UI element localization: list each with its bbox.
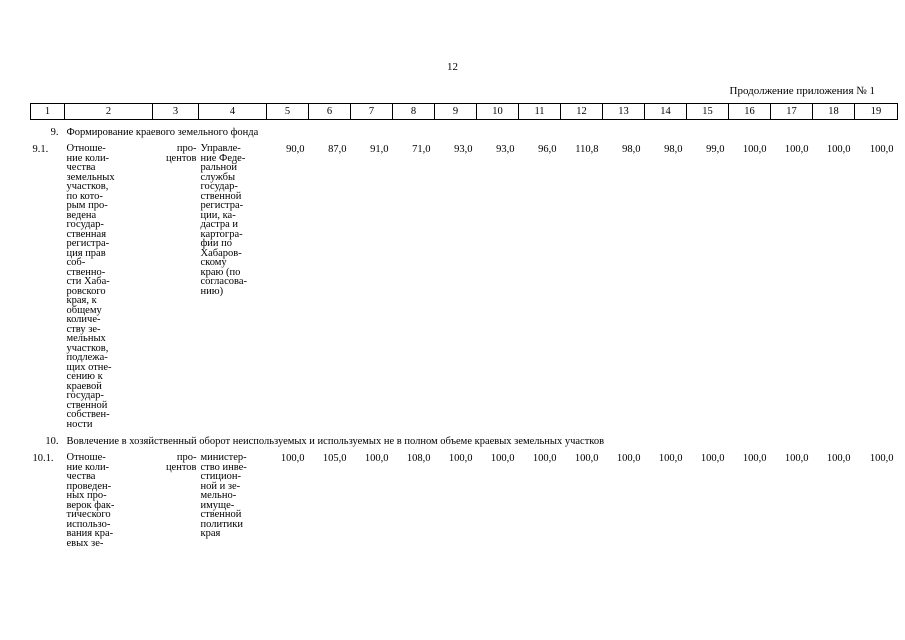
value-cell: 91,0 — [370, 144, 389, 155]
text-line: регистра- — [66, 238, 110, 249]
text-line: подлежа- — [66, 352, 108, 363]
text-line: мельно- — [200, 490, 237, 501]
value-cell: 98,0 — [664, 144, 683, 155]
text-line: тического — [66, 509, 111, 520]
text-line: ственной — [200, 509, 242, 520]
col-header: 10 — [477, 104, 519, 120]
text-line: ственно- — [66, 266, 106, 278]
text-line: Отноше- — [66, 452, 106, 463]
col-header: 12 — [561, 104, 603, 120]
value-cell: 105,0 — [322, 453, 347, 464]
value-cell: 100,0 — [700, 453, 725, 464]
text-line: земельных — [66, 171, 115, 183]
value-cell: 100,0 — [742, 144, 767, 155]
text-line: ции, ка- — [200, 209, 236, 221]
unit-cell — [153, 451, 199, 548]
value-cell: 108,0 — [406, 453, 431, 464]
value-cell: 100,0 — [784, 144, 809, 155]
text-line: евых зе- — [66, 537, 104, 549]
value-cell: 100,0 — [826, 144, 851, 155]
text-line: количе- — [66, 314, 101, 325]
text-line: собствен- — [66, 409, 110, 420]
text-line: чества — [66, 162, 96, 173]
value-cell: 100,0 — [616, 453, 641, 464]
value-cell: 100,0 — [490, 453, 515, 464]
col-header: 17 — [771, 104, 813, 120]
text-line: нию) — [200, 285, 224, 297]
section-title: Формирование краевого земельного фонда — [66, 127, 259, 138]
value-cell: 90,0 — [286, 144, 305, 155]
responsible-cell — [199, 451, 267, 548]
col-header: 7 — [351, 104, 393, 120]
value-cell: 96,0 — [538, 144, 557, 155]
col-header: 15 — [687, 104, 729, 120]
text-line: сти Хаба- — [66, 276, 110, 287]
text-line: политики — [200, 518, 244, 530]
text-line: фии по — [200, 238, 233, 249]
section-header-row — [31, 120, 898, 143]
text-line: использо- — [66, 518, 111, 530]
text-line: ние коли- — [66, 461, 110, 473]
value-cell: 93,0 — [454, 144, 473, 155]
text-line: министер- — [200, 452, 247, 463]
indicator-cell — [65, 451, 153, 548]
value-cell: 93,0 — [496, 144, 515, 155]
text-line: имуще- — [200, 499, 235, 511]
text-line: вания кра- — [66, 528, 114, 539]
text-line: участков, — [66, 181, 109, 192]
text-line: краевой — [66, 380, 102, 392]
col-header: 9 — [435, 104, 477, 120]
text-line: скому — [200, 257, 227, 268]
text-line: чества — [66, 471, 96, 482]
col-header: 3 — [153, 104, 199, 120]
text-line: ству зе- — [66, 323, 101, 335]
value-cell: 100,0 — [742, 453, 767, 464]
table-row — [31, 142, 898, 429]
text-line: Управле- — [200, 143, 241, 154]
text-line: рым про- — [66, 200, 108, 211]
text-line: стицион- — [200, 471, 241, 482]
value-cell: 100,0 — [448, 453, 473, 464]
column-number-row — [31, 104, 898, 120]
col-header: 5 — [267, 104, 309, 120]
text-line: ности — [66, 418, 93, 430]
text-line: сению к — [66, 371, 103, 382]
value-cell: 100,0 — [869, 144, 894, 155]
text-line: края, к — [66, 295, 97, 306]
col-header: 4 — [199, 104, 267, 120]
value-cell: 98,0 — [622, 144, 641, 155]
text-line: регистра- — [200, 200, 244, 211]
text-line: ция прав — [66, 247, 106, 259]
section-title: Вовлечение в хозяйственный оборот неиспользуемых и используемых не в полном объеме краевых земельных участков — [66, 436, 605, 447]
col-header: 1 — [31, 104, 65, 120]
col-header: 6 — [309, 104, 351, 120]
text-line: про- — [176, 143, 197, 154]
text-line: краю (по — [200, 266, 241, 278]
text-line: Отноше- — [66, 143, 106, 154]
col-header: 16 — [729, 104, 771, 120]
text-line: согласова- — [200, 276, 247, 287]
text-line: ственной — [66, 399, 108, 411]
text-line: службы — [200, 171, 236, 183]
value-cell: 100,0 — [280, 453, 305, 464]
text-line: мельных — [66, 333, 106, 344]
section-header-row — [31, 429, 898, 451]
col-header: 13 — [603, 104, 645, 120]
text-line: центов — [165, 152, 197, 164]
value-cell: 100,0 — [869, 453, 894, 464]
value-cell: 100,0 — [364, 453, 389, 464]
text-line: Хабаров- — [200, 247, 242, 259]
text-line: ральной — [200, 162, 238, 173]
text-line: государ- — [200, 181, 238, 192]
value-cell: 100,0 — [532, 453, 557, 464]
col-header: 18 — [813, 104, 855, 120]
row-number: 10.1. — [32, 453, 54, 464]
text-line: верок фак- — [66, 499, 115, 511]
col-header: 19 — [855, 104, 898, 120]
unit-cell — [153, 142, 199, 429]
text-line: щих отне- — [66, 361, 112, 373]
text-line: по кото- — [66, 190, 103, 202]
text-line: ных про- — [66, 490, 107, 501]
data-table — [30, 103, 898, 548]
text-line: ство инве- — [200, 461, 247, 473]
value-cell: 100,0 — [574, 453, 599, 464]
text-line: про- — [176, 452, 197, 463]
text-line: участков, — [66, 342, 109, 354]
text-line: ние Феде- — [200, 152, 246, 164]
value-cell: 100,0 — [826, 453, 851, 464]
value-cell: 99,0 — [706, 144, 725, 155]
indicator-cell — [65, 142, 153, 429]
text-line: дастра и — [200, 219, 239, 230]
text-line: ственная — [66, 228, 107, 240]
col-header: 11 — [519, 104, 561, 120]
text-line: проведен- — [66, 480, 112, 492]
row-number: 9.1. — [32, 144, 49, 155]
col-header: 2 — [65, 104, 153, 120]
section-number: 9. — [50, 127, 59, 138]
table-row — [31, 451, 898, 548]
text-line: ственной — [200, 190, 242, 202]
value-cell: 87,0 — [328, 144, 347, 155]
text-line: общему — [66, 304, 102, 316]
text-line: ведена — [66, 209, 97, 221]
section-number: 10. — [45, 436, 59, 447]
value-cell: 100,0 — [658, 453, 683, 464]
text-line: центов — [165, 461, 197, 473]
text-line: соб- — [66, 257, 86, 268]
text-line: государ- — [66, 219, 104, 230]
text-line: ровского — [66, 285, 106, 297]
sections-body — [31, 120, 898, 549]
text-line: края — [200, 528, 221, 539]
responsible-cell — [199, 142, 267, 429]
col-header: 8 — [393, 104, 435, 120]
page-number: 12 — [447, 61, 458, 73]
text-line: картогра- — [200, 228, 243, 240]
value-cell: 100,0 — [784, 453, 809, 464]
text-line: государ- — [66, 390, 104, 401]
continuation-caption: Продолжение приложения № 1 — [729, 85, 875, 97]
text-line: ной и зе- — [200, 480, 241, 492]
col-header: 14 — [645, 104, 687, 120]
value-cell: 110,8 — [575, 144, 599, 155]
text-line: ние коли- — [66, 152, 110, 164]
value-cell: 71,0 — [412, 144, 431, 155]
